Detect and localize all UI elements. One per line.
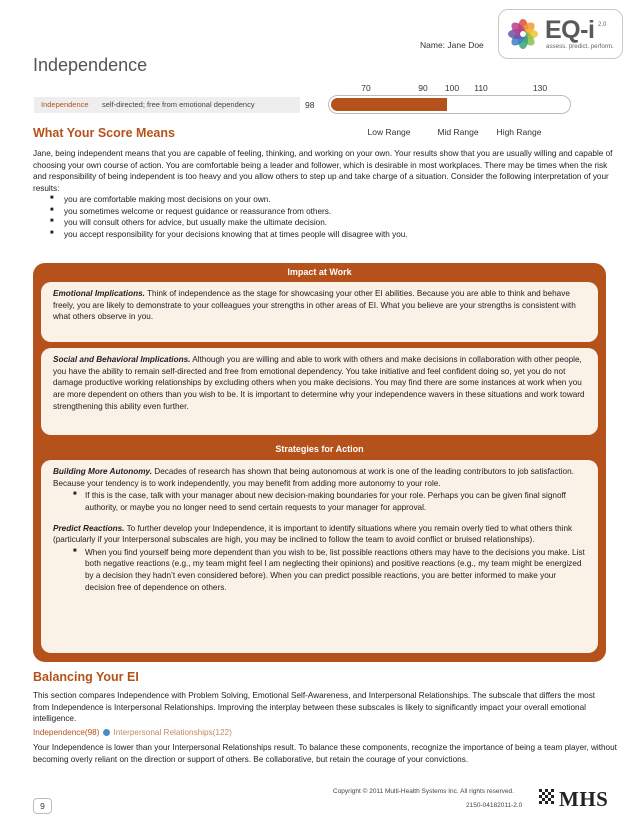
autonomy-bullets xyxy=(73,490,586,513)
tick-label: 110 xyxy=(474,83,488,93)
eqi-logo xyxy=(498,9,623,59)
scale-label-box xyxy=(34,97,300,113)
autonomy-text: Decades of research has shown that being autonomous at work is one of the leading contributors to job satisfaction. Because your tendency is to work independently, you may benefit from adding more autonomy to your role. xyxy=(53,467,574,488)
list-item: ■ If this is the case, talk with your manager about new decision-making boundaries for your role. Perhaps you can be given final signoff authority, or maybe you no longer need to send certain requests to your manager for approval. xyxy=(73,490,586,513)
tick-label: 130 xyxy=(532,83,548,93)
list-item: ■ you sometimes welcome or request guidance or reassurance from others. xyxy=(50,206,610,218)
predict-text: To further develop your Independence, it is important to identify situations where you remain overly tied to what others think (particularly if your Interpersonal subscales are high, you may be inclined to follow the team to avoid conflict or bruised relationships). xyxy=(53,523,573,545)
document-id: 2150-04182011-2.0 xyxy=(466,802,523,809)
logo-tagline: assess. predict. perform. xyxy=(546,43,614,50)
emotional-implications-text: Think of independence as the stage for showcasing your other EI abilities. Because you are able to think and behave freely, you are likely to demonstrate to your colleagues your strengths in other areas of EI. What you believe are your strengths is consistent with what others observe in you. xyxy=(53,289,576,322)
list-item: ■ you are comfortable making most decisions on your own. xyxy=(50,194,610,206)
tick-label: 90 xyxy=(418,83,428,93)
score-meaning-bullets xyxy=(50,194,610,241)
impact-strategies-panel xyxy=(33,263,606,662)
autonomy-title: Building More Autonomy. xyxy=(53,467,152,476)
mhs-text: MHS xyxy=(559,787,609,811)
copyright: Copyright © 2011 Multi-Health Systems Inc. All rights reserved. xyxy=(333,788,514,795)
strategies-card xyxy=(41,460,598,653)
impact-title: Impact at Work xyxy=(287,267,352,277)
score-bar xyxy=(328,95,571,114)
logo-brand: EQ-i xyxy=(545,16,595,44)
page-number: 9 xyxy=(33,798,52,814)
balancing-heading: Balancing Your EI xyxy=(33,670,139,684)
social-implications-paragraph xyxy=(53,354,586,412)
scale-description: self-directed; free from emotional dependency xyxy=(102,100,255,109)
social-implications-title: Social and Behavioral Implications. xyxy=(53,355,191,364)
range-high: High Range xyxy=(496,127,542,137)
score-meaning-intro: Jane, being independent means that you are capable of feeling, thinking, and working on your own. Your results show that you are usually willing and capable of choosing your own course of action. You are comfortable being a leader and follower, which is desirable in most workplaces. There may be times when the risk and responsibility of being independent is too heavy and you allow others to step up and take charge of a situation. Consider the following interpretation of your results: xyxy=(33,149,613,193)
list-item: ■ you accept responsibility for your decisions knowing that at times people will disagree with you. xyxy=(50,229,610,241)
predict-bullets xyxy=(73,547,586,594)
score-meaning-heading: What Your Score Means xyxy=(33,126,175,140)
strategies-title: Strategies for Action xyxy=(275,444,364,454)
range-low: Low Range xyxy=(367,127,411,137)
logo-version: 2.0 xyxy=(598,22,607,28)
range-mid: Mid Range xyxy=(437,127,479,137)
emotional-implications-card xyxy=(41,282,598,342)
emotional-implications-paragraph xyxy=(53,288,586,323)
compare-line xyxy=(33,727,232,739)
tick-label: 100 xyxy=(444,83,460,93)
score-bar-fill xyxy=(331,98,447,111)
page-title: Independence xyxy=(33,55,148,75)
compare-right: Interpersonal Relationships(122) xyxy=(113,728,232,737)
balancing-text-2: Your Independence is lower than your Interpersonal Relationships result. To balance these components, recognize the importance of being a team player, without becoming overly reliant on the direction or support of others. Be collaborative, but retain the courage of your convictions. xyxy=(33,743,617,764)
compare-left: Independence(98) xyxy=(33,728,100,737)
autonomy-paragraph xyxy=(53,466,586,489)
compare-dot-icon xyxy=(103,729,110,736)
respondent-name: Name: Jane Doe xyxy=(420,40,484,50)
list-item: ■ you will consult others for advice, but usually make the ultimate decision. xyxy=(50,217,610,229)
emotional-implications-title: Emotional Implications. xyxy=(53,289,145,298)
flower-logo-icon xyxy=(507,18,539,50)
predict-paragraph xyxy=(53,523,586,546)
social-implications-card xyxy=(41,348,598,435)
score-value: 98 xyxy=(305,100,315,110)
mhs-glyph-icon xyxy=(538,788,556,806)
social-implications-text: Although you are willing and able to work with others and make decisions in collaboration with other people, you have the ability to remain self-directed and free from emotional dependency. You take initiative and feel confident doing so, yet you do not damage productive working relationships by excluding others when you make decisions. You may find there are some instances at work when you are more dependent on others than you wish to be. It is important to determine why your independence wavers in these situations and work toward strengthening this ability even further. xyxy=(53,355,585,411)
scale-name: Independence xyxy=(41,100,89,109)
predict-title: Predict Reactions. xyxy=(53,523,125,533)
tick-label: 70 xyxy=(361,83,371,93)
mhs-logo xyxy=(538,786,626,811)
list-item: ■ When you find yourself being more dependent than you wish to be, list possible reactions others may have to the decisions you make. List both negative reactions (e.g., my team might feel I am neglecting their opinions) and positive reactions (e.g., my team might be energized by a decision they hadn’t even considered before). When you can predict possible reactions, you are better informed to make your decision free of dependence on others. xyxy=(73,547,586,594)
balancing-text: This section compares Independence with Problem Solving, Emotional Self-Awareness, and Interpersonal Relationships. The subscale that differs the most from Independence is Interpersonal Relationships. Improving the interplay between these subscales is likely to significantly impact your overall emotional intelligence. xyxy=(33,691,596,724)
